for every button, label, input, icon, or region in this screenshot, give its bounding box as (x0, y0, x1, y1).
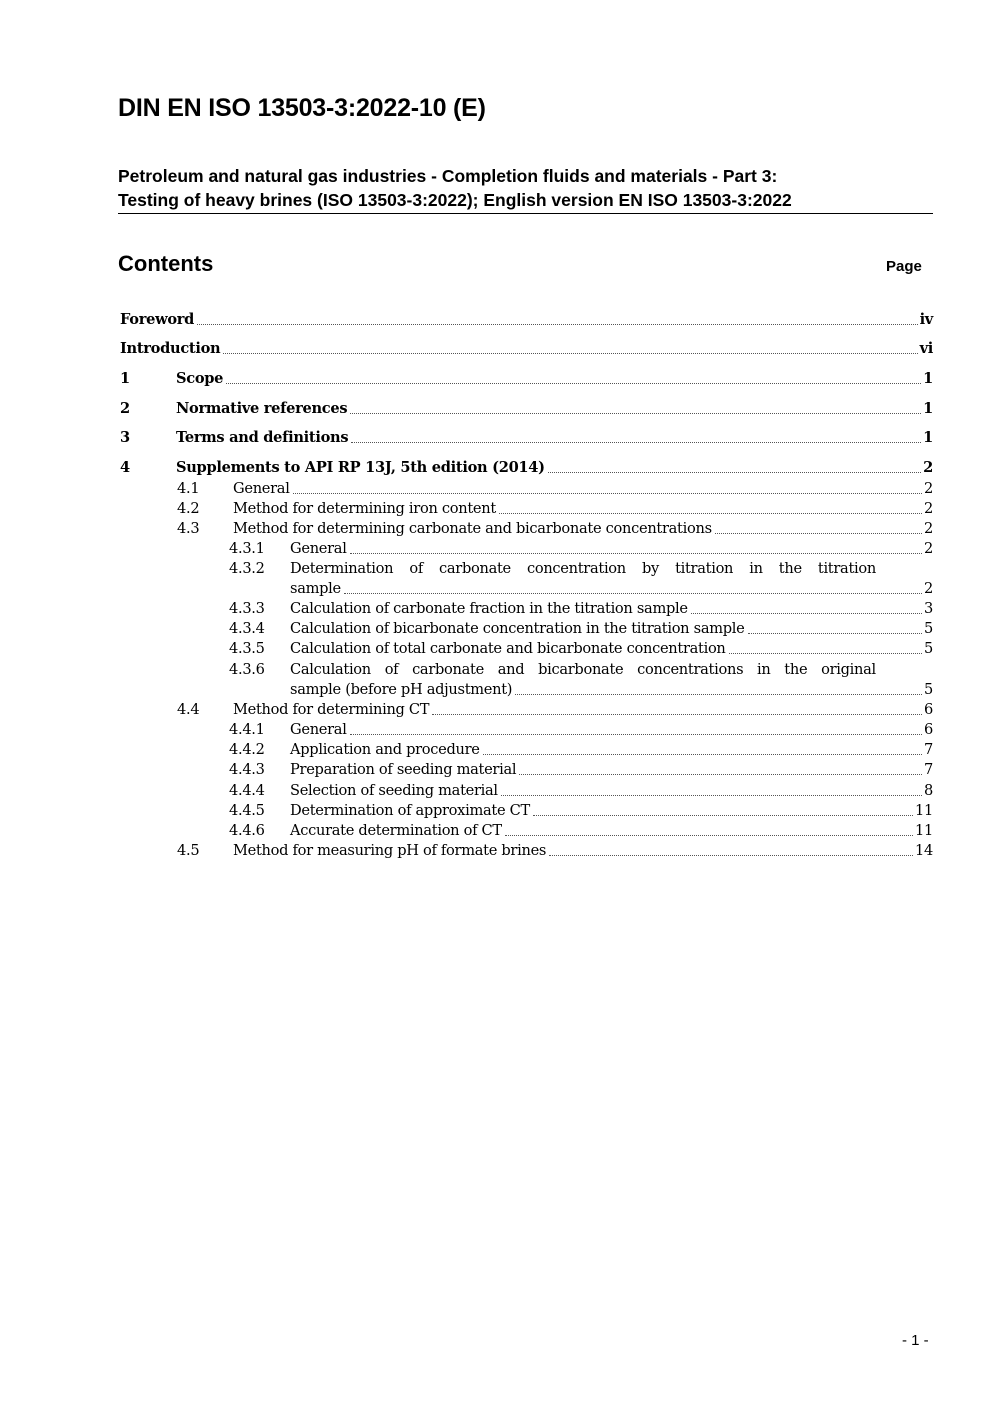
toc-dot-leader (515, 680, 922, 695)
toc-entry (290, 619, 933, 639)
toc-entry-title: General (290, 721, 347, 738)
toc-dot-leader (350, 539, 922, 554)
toc-entry-number: 4 (120, 459, 130, 476)
toc-entry-title: General (290, 540, 347, 557)
toc-dot-leader (344, 579, 922, 594)
toc-entry (290, 781, 933, 801)
toc-entry-title-line-1 (290, 660, 876, 680)
toc-title-word: bicarbonate (538, 661, 624, 678)
toc-entry-number: 1 (120, 370, 130, 387)
toc-entry-page: 2 (923, 459, 933, 476)
toc-dot-leader (715, 519, 922, 534)
toc-entry-number: 4.4.5 (229, 802, 265, 819)
toc-entry-title: Accurate determination of CT (290, 822, 502, 839)
toc-entry-number: 4.3.3 (229, 600, 265, 617)
toc-entry (233, 700, 933, 720)
toc-entry-number: 4.3.6 (229, 661, 265, 678)
toc-entry-page: 6 (924, 721, 933, 738)
toc-entry-title: Determination of approximate CT (290, 802, 530, 819)
toc-entry (176, 399, 933, 419)
toc-dot-leader (197, 310, 918, 325)
toc-entry-page: 1 (923, 370, 933, 387)
toc-title-word: by (641, 560, 659, 577)
toc-entry-title-line-1 (290, 559, 876, 579)
contents-heading: Contents (118, 251, 214, 276)
toc-entry-title: Selection of seeding material (290, 782, 498, 799)
toc-title-word: of (409, 560, 423, 577)
toc-entry-page: 2 (924, 500, 933, 517)
toc-entry-number: 4.2 (177, 500, 200, 517)
toc-dot-leader (350, 720, 922, 735)
toc-entry (176, 369, 933, 389)
toc-title-word: in (749, 560, 763, 577)
toc-entry-page: 2 (924, 540, 933, 557)
toc-title-word: carbonate (412, 661, 484, 678)
toc-title-word: Calculation (290, 661, 371, 678)
toc-entry-page: 6 (924, 701, 933, 718)
toc-title-word: of (384, 661, 399, 678)
subtitle-line-1: Petroleum and natural gas industries - Completion fluids and materials - Part 3: (118, 166, 778, 186)
toc-dot-leader (226, 369, 921, 384)
toc-entry-page: 7 (924, 761, 933, 778)
toc-entry (290, 740, 933, 760)
toc-entry (290, 680, 933, 700)
toc-entry (290, 599, 933, 619)
toc-entry-title: Preparation of seeding material (290, 761, 517, 778)
toc-entry-number: 4.1 (177, 480, 200, 497)
toc-title-word: concentrations (637, 661, 744, 678)
toc-entry-page: vi (919, 340, 933, 357)
toc-entry (176, 458, 933, 478)
toc-entry-page: 7 (924, 741, 933, 758)
toc-title-word: in (757, 661, 771, 678)
toc-entry-number: 4.3.1 (229, 540, 265, 557)
toc-dot-leader (293, 479, 922, 494)
toc-entry-number: 4.4.4 (229, 782, 265, 799)
toc-dot-leader (533, 801, 913, 816)
toc-entry-title-line-2: sample (before pH adjustment) (290, 681, 513, 698)
toc-entry-page: 14 (915, 842, 933, 859)
toc-entry-page: 1 (923, 400, 933, 417)
toc-entry-title: Introduction (120, 340, 221, 357)
toc-entry-number: 4.4.1 (229, 721, 265, 738)
toc-entry-page: 2 (924, 480, 933, 497)
toc-dot-leader (483, 740, 922, 755)
toc-entry-page: 2 (924, 580, 933, 597)
toc-entry (290, 801, 933, 821)
toc-entry-page: 5 (924, 640, 933, 657)
toc-entry (290, 639, 933, 659)
toc-entry (290, 579, 933, 599)
toc-entry-title: Calculation of carbonate fraction in the titration sample (290, 600, 688, 617)
toc-entry-title: Supplements to API RP 13J, 5th edition (2014) (176, 459, 545, 476)
toc-entry (290, 539, 933, 559)
page-number: - 1 - (902, 1332, 929, 1349)
toc-entry-page: 3 (924, 600, 933, 617)
toc-title-word: original (821, 661, 876, 678)
toc-dot-leader (548, 458, 921, 473)
toc-entry-number: 4.3.4 (229, 620, 265, 637)
toc-entry-title-line-2: sample (290, 580, 341, 597)
toc-entry (120, 339, 933, 359)
toc-entry-number: 4.4 (177, 701, 200, 718)
toc-title-word: carbonate (439, 560, 511, 577)
toc-title-word: titration (817, 560, 876, 577)
toc-entry (290, 821, 933, 841)
page-column-label: Page (886, 258, 922, 275)
toc-entry-title: Calculation of bicarbonate concentration in the titration sample (290, 620, 745, 637)
toc-entry (233, 519, 933, 539)
toc-entry-page: 1 (923, 429, 933, 446)
toc-entry-number: 4.4.3 (229, 761, 265, 778)
toc-title-word: Determination (290, 560, 394, 577)
toc-entry-page: iv (919, 311, 933, 328)
toc-dot-leader (519, 760, 922, 775)
toc-entry-page: 5 (924, 620, 933, 637)
toc-dot-leader (350, 399, 921, 414)
toc-entry-title: Application and procedure (290, 741, 480, 758)
toc-dot-leader (351, 428, 921, 443)
toc-entry-title: Method for determining iron content (233, 500, 496, 517)
toc-dot-leader (223, 339, 917, 354)
toc-entry-title: Terms and definitions (176, 429, 349, 446)
toc-entry (120, 310, 933, 330)
toc-entry-number: 4.4.6 (229, 822, 265, 839)
toc-entry-title: Scope (176, 370, 224, 387)
subtitle-line-2: Testing of heavy brines (ISO 13503-3:2022); English version EN ISO 13503-3:2022 (118, 190, 792, 210)
toc-entry-page: 11 (915, 822, 933, 839)
document-id: DIN EN ISO 13503-3:2022-10 (E) (118, 94, 486, 122)
toc-entry-number: 4.5 (177, 842, 200, 859)
toc-dot-leader (432, 700, 922, 715)
toc-title-word: the (784, 661, 808, 678)
toc-entry (233, 841, 933, 861)
toc-entry-title: Normative references (176, 400, 348, 417)
toc-entry-page: 8 (924, 782, 933, 799)
toc-dot-leader (501, 781, 922, 796)
toc-entry-title: Foreword (120, 311, 195, 328)
toc-entry-number: 4.3.5 (229, 640, 265, 657)
toc-title-word: concentration (526, 560, 626, 577)
toc-entry (290, 760, 933, 780)
toc-entry-page: 11 (915, 802, 933, 819)
toc-entry-page: 2 (924, 520, 933, 537)
toc-entry-number: 3 (120, 429, 130, 446)
toc-dot-leader (691, 599, 922, 614)
toc-entry-number: 4.4.2 (229, 741, 265, 758)
toc-dot-leader (748, 619, 923, 634)
toc-entry (233, 479, 933, 499)
toc-entry-page: 5 (924, 681, 933, 698)
toc-entry-title: General (233, 480, 290, 497)
toc-dot-leader (499, 499, 922, 514)
toc-entry (290, 720, 933, 740)
toc-dot-leader (729, 639, 922, 654)
toc-entry-number: 4.3.2 (229, 560, 265, 577)
toc-dot-leader (549, 841, 913, 856)
toc-title-word: the (778, 560, 802, 577)
toc-entry (176, 428, 933, 448)
toc-dot-leader (505, 821, 913, 836)
toc-title-word: titration (675, 560, 734, 577)
toc-entry-title: Method for determining CT (233, 701, 430, 718)
toc-entry (233, 499, 933, 519)
toc-entry-number: 4.3 (177, 520, 200, 537)
toc-entry-title: Method for determining carbonate and bicarbonate concentrations (233, 520, 712, 537)
toc-entry-number: 2 (120, 400, 130, 417)
toc-title-word: and (497, 661, 525, 678)
toc-entry-title: Calculation of total carbonate and bicarbonate concentration (290, 640, 726, 657)
toc-entry-title: Method for measuring pH of formate brines (233, 842, 547, 859)
